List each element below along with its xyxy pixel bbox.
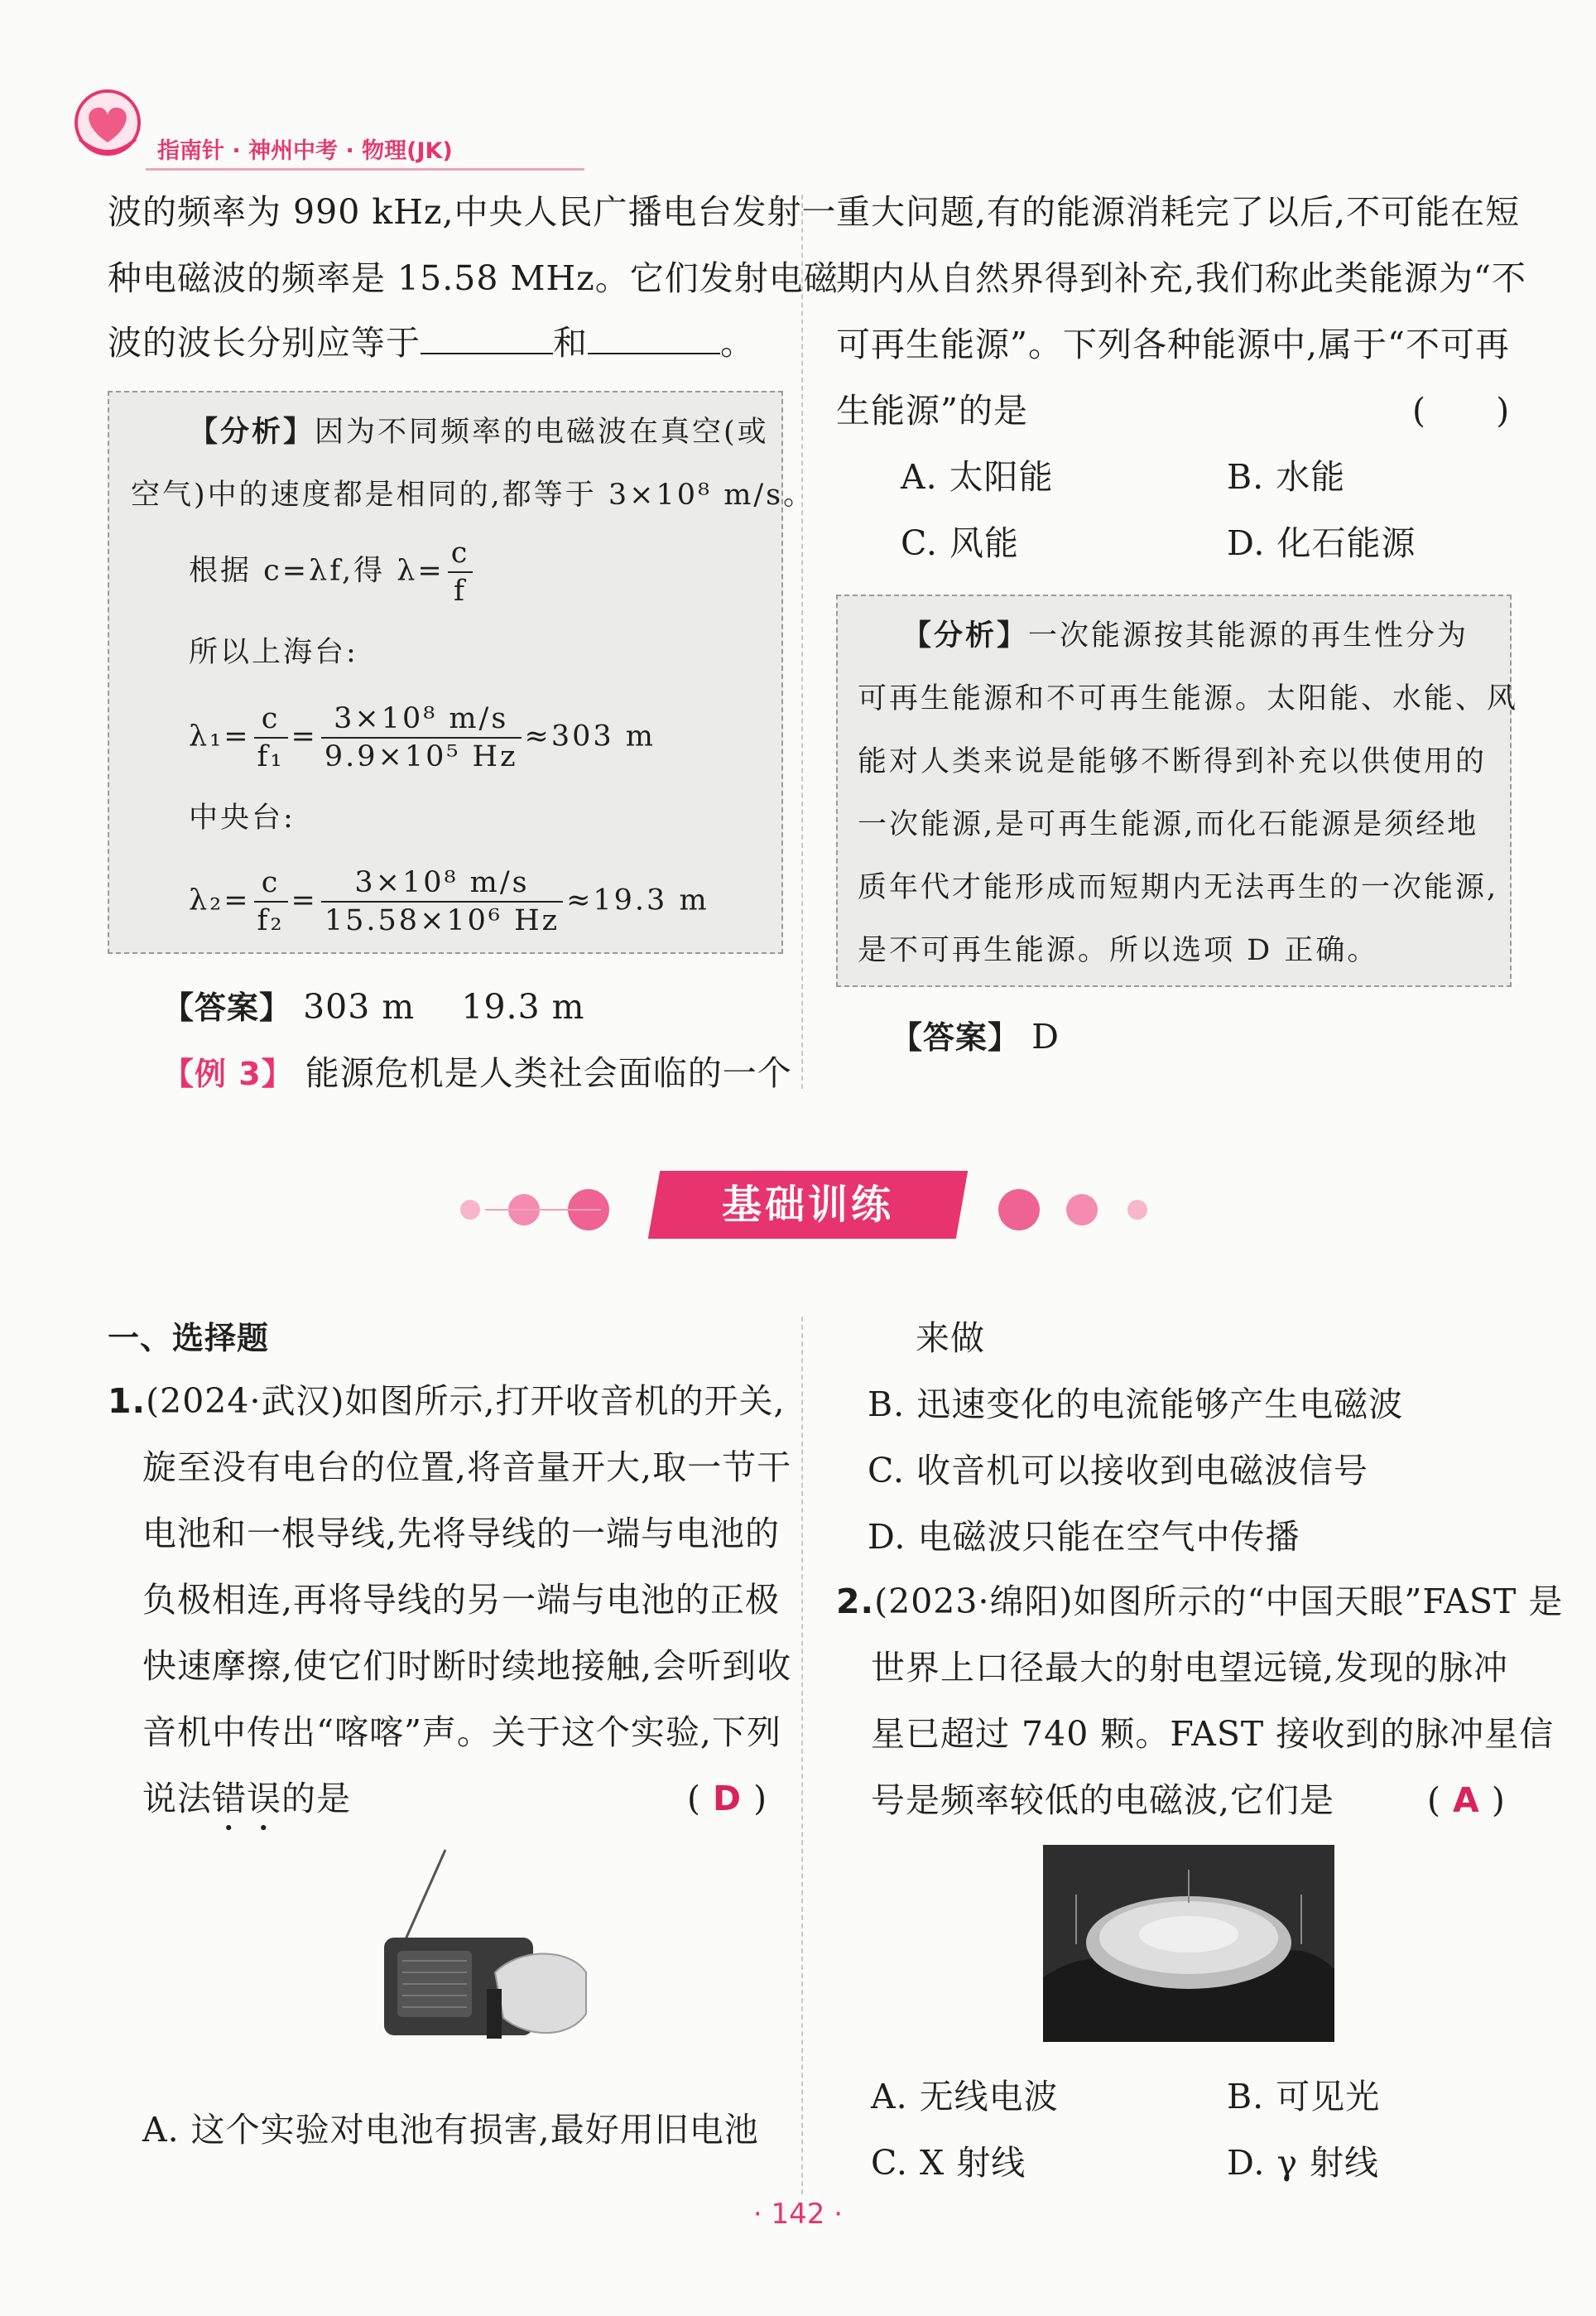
q1-option-a: A. 这个实验对电池有损害,最好用旧电池 [142, 2110, 759, 2150]
analysis-tag: 【分析】 [189, 416, 315, 449]
answer-value: D [1031, 1017, 1060, 1057]
paren-close: ) [1491, 1780, 1506, 1820]
question-text: 波的波长分别应等于 [108, 323, 421, 363]
question-text: 的是 [281, 1779, 351, 1818]
paren-close: ) [753, 1779, 768, 1818]
emphasized-text: 错误 [212, 1779, 281, 1818]
fraction-numerator: c [448, 535, 474, 573]
example-text: 能源危机是人类社会面临的一个 [305, 1053, 792, 1093]
answer-tag: 【答案】 [162, 989, 292, 1026]
telescope-dish-icon [1043, 1845, 1334, 2042]
analysis-left-line-3 [189, 535, 476, 609]
analysis-left-line-5: λ₁= $\frac{c}{\text{f₁}}$ = $\frac{\text{3×10⁸ m/s}}{\text{9.9×10⁵ Hz}}$ ≈303 m [189, 702, 656, 773]
section-banner-label: 基础训练 [721, 1182, 894, 1228]
formula-rhs: ≈303 m [524, 720, 656, 754]
fraction-denominator: f [454, 575, 467, 608]
option-b: B. 水能 [1227, 457, 1346, 497]
paren-open: ( [687, 1779, 701, 1818]
left-answer-line [162, 974, 585, 1041]
fraction [448, 535, 474, 609]
option-d: D. 化石能源 [1227, 523, 1416, 563]
fraction-denominator: 15.58×10⁶ Hz [324, 904, 560, 937]
analysis-left-line-2: 空气)中的速度都是相同的,都等于 3×10⁸ m/s。 [131, 479, 815, 512]
period: 。 [720, 323, 755, 363]
q1-line-2: 旋至没有电台的位置,将音量开大,取一节干 [142, 1447, 792, 1487]
column-divider-top [801, 195, 805, 1089]
left-line-3 [108, 310, 755, 376]
formula-rhs: ≈19.3 m [566, 884, 709, 917]
right-line-3: 可再生能源”。下列各种能源中,属于“不可再 [836, 325, 1510, 364]
analysis-right-line-1 [902, 604, 1469, 667]
left-line-1: 波的频率为 990 kHz,中央人民广播电台发射一 [108, 192, 837, 232]
answer-value: 303 m 19.3 m [303, 987, 585, 1027]
example-3-line [162, 1040, 792, 1107]
question-source: (2024·武汉)如图所示,打开收音机的开关, [146, 1381, 786, 1421]
formula-lhs: λ₁= [189, 720, 251, 754]
analysis-right-line-3: 能对人类来说是能够不断得到补充以供使用的 [858, 745, 1488, 778]
analysis-left-line-6: 中央台: [189, 802, 296, 835]
q2-line-1 [836, 1568, 1563, 1635]
option-a: A. 太阳能 [901, 457, 1054, 497]
banner-dot [1066, 1194, 1098, 1225]
question-number: 1. [108, 1381, 147, 1421]
q2-line-4: 号是频率较低的电磁波,它们是 [871, 1780, 1335, 1820]
analysis-right-line-5: 质年代才能形成而短期内无法再生的一次能源, [858, 871, 1499, 904]
q1-line-4: 负极相连,再将导线的另一端与电池的正极 [142, 1580, 781, 1620]
formula-lhs: λ₂= [189, 884, 251, 917]
analysis-text: 因为不同频率的电磁波在真空(或 [315, 416, 769, 449]
right-answer-line [891, 1004, 1060, 1071]
answer-blank-1 [421, 325, 553, 354]
analysis-left-line-4: 所以上海台: [189, 636, 358, 669]
q1-line-6: 音机中传出“喀喀”声。关于这个实验,下列 [142, 1712, 781, 1752]
q2-line-3: 星已超过 740 颗。FAST 接收到的脉冲星信 [871, 1714, 1555, 1754]
heart-logo-icon [68, 84, 147, 164]
fraction-numerator: 3×10⁸ m/s [321, 864, 563, 903]
q1-line-7 [142, 1765, 351, 1838]
q2-answer [1427, 1767, 1506, 1833]
analysis-tag: 【分析】 [902, 619, 1029, 652]
right-line-2: 期内从自然界得到补充,我们称此类能源为“不 [836, 258, 1526, 298]
q1-option-a-cont: 来做 [916, 1318, 985, 1358]
fraction-numerator: 3×10⁸ m/s [321, 701, 522, 739]
banner-rule-left [485, 1209, 601, 1211]
option-c: C. 风能 [901, 523, 1019, 563]
formula-text: 根据 c=λf,得 λ= [189, 554, 445, 588]
analysis-left-line-7: λ₂= $\frac{c}{\text{f₂}}$ = $\frac{\text{3×10⁸ m/s}}{\text{15.58×10⁶ Hz}}$ ≈19.3 m [189, 866, 709, 937]
page-number: · 142 · [752, 2198, 844, 2231]
q1-answer [687, 1765, 767, 1832]
q1-option-c: C. 收音机可以接收到电磁波信号 [868, 1451, 1368, 1490]
q2-option-c: C. X 射线 [871, 2143, 1026, 2183]
question-number: 2. [836, 1582, 875, 1621]
fast-telescope-photo [1043, 1845, 1334, 2042]
question-text: 说法 [142, 1779, 212, 1818]
answer-value: D [713, 1779, 743, 1818]
analysis-right-line-4: 一次能源,是可再生能源,而化石能源是须经地 [858, 808, 1479, 841]
answer-tag: 【答案】 [891, 1019, 1021, 1056]
analysis-right-line-6: 是不可再生能源。所以选项 D 正确。 [858, 934, 1379, 967]
fraction-denominator: f₁ [257, 740, 285, 773]
header-rule [146, 168, 584, 171]
radio-battery-icon [379, 1848, 594, 2072]
q1-line-5: 快速摩擦,使它们时断时续地接触,会听到收 [142, 1646, 792, 1686]
question-source: (2023·绵阳)如图所示的“中国天眼”FAST 是 [874, 1582, 1564, 1621]
fraction-denominator: f₂ [257, 904, 285, 937]
fraction-denominator: 9.9×10⁵ Hz [324, 740, 518, 773]
banner-dot [998, 1189, 1040, 1230]
publisher-logo [68, 84, 147, 164]
header-title: 指南针 · 神州中考 · 物理(JK) [157, 138, 453, 164]
fraction-numerator: c [254, 864, 288, 903]
banner-dot [1127, 1200, 1147, 1220]
left-line-2: 种电磁波的频率是 15.58 MHz。它们发射电磁 [108, 258, 839, 298]
connector-text: 和 [553, 323, 588, 363]
analysis-left-line-1 [189, 401, 769, 464]
paren-open: ( [1427, 1780, 1441, 1820]
section-heading: 一、选择题 [108, 1320, 270, 1356]
fraction [254, 701, 288, 775]
example-tag: 【例 3】 [162, 1056, 294, 1092]
column-divider-bottom [801, 1317, 805, 2194]
q2-option-b: B. 可见光 [1227, 2077, 1381, 2116]
fraction [254, 864, 288, 939]
answer-value: A [1453, 1780, 1480, 1820]
answer-blank-2 [588, 325, 720, 354]
q2-option-a: A. 无线电波 [871, 2077, 1059, 2116]
fraction-numerator: c [254, 701, 288, 739]
analysis-text: 一次能源按其能源的再生性分为 [1028, 619, 1469, 652]
fraction [321, 864, 563, 939]
q2-line-2: 世界上口径最大的射电望远镜,发现的脉冲 [871, 1648, 1509, 1688]
q1-line-3: 电池和一根导线,先将导线的一端与电池的 [142, 1514, 781, 1553]
q2-option-d: D. γ 射线 [1227, 2143, 1380, 2183]
q1-option-b: B. 迅速变化的电流能够产生电磁波 [868, 1384, 1404, 1424]
right-line-1: 重大问题,有的能源消耗完了以后,不可能在短 [836, 192, 1521, 232]
q1-option-d: D. 电磁波只能在空气中传播 [868, 1517, 1300, 1557]
right-line-4: 生能源”的是 [836, 391, 1028, 431]
q1-line-1 [108, 1368, 786, 1434]
radio-figure [379, 1848, 594, 2072]
banner-dot [460, 1200, 480, 1220]
analysis-right-line-2: 可再生能源和不可再生能源。太阳能、水能、风 [858, 682, 1519, 715]
answer-paren: ( ) [1412, 391, 1511, 431]
fraction [321, 701, 522, 775]
